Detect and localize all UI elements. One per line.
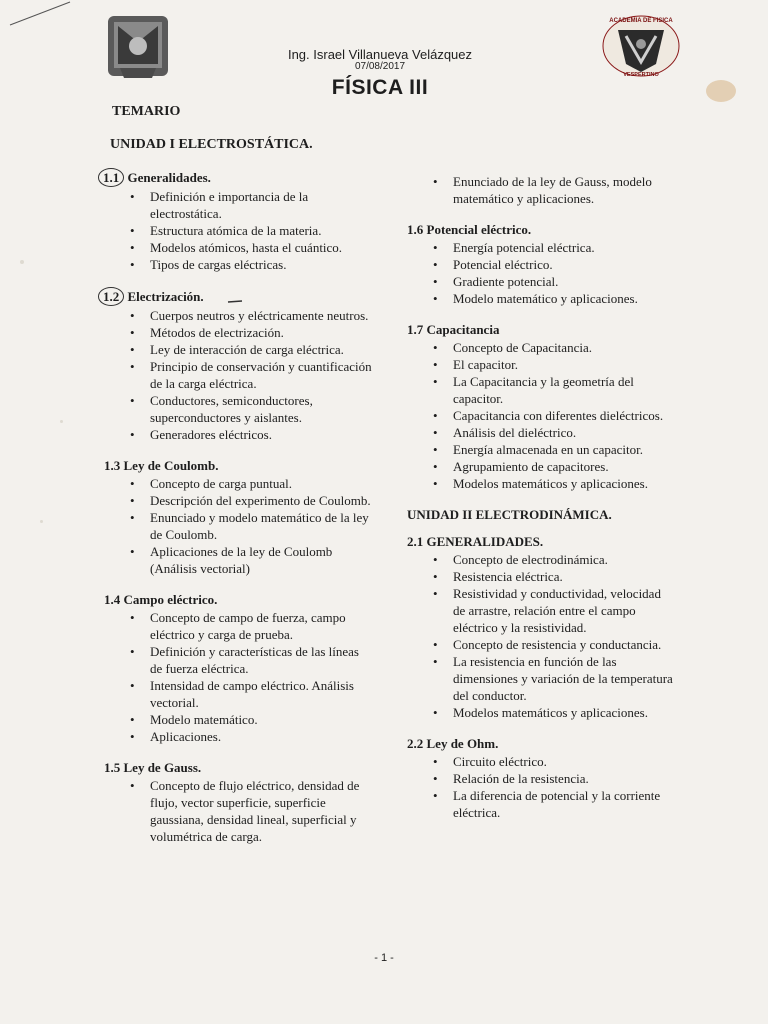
list-item: • Concepto de electrodinámica.	[407, 551, 675, 568]
list-item: • La resistencia en función de las dimensiones y variación de la temperatura del conductor.	[407, 653, 675, 704]
list-item: • Modelos matemáticos y aplicaciones.	[407, 704, 675, 721]
academy-logo-bottom-text: VESPERTINO	[623, 72, 659, 78]
list-item: • Resistividad y conductividad, velocidad de arrastre, relación entre el campo eléctrico y la resistividad.	[407, 585, 675, 636]
list-item: • La diferencia de potencial y la corriente eléctrica.	[407, 787, 675, 821]
list-item: • Resistencia eléctrica.	[407, 568, 675, 585]
document-title: FÍSICA III	[331, 76, 429, 99]
list-item: • Concepto de resistencia y conductancia.	[407, 636, 675, 653]
list-item: • Modelo matemático.	[104, 711, 374, 728]
list-item: • Estructura atómica de la materia.	[104, 222, 374, 239]
list-item: • Tipos de cargas eléctricas.	[104, 256, 374, 273]
list-item: • Enunciado de la ley de Gauss, modelo matemático y aplicaciones.	[407, 173, 675, 207]
section-title-text: Generalidades.	[127, 170, 211, 185]
list-item: • Energía potencial eléctrica.	[407, 239, 675, 256]
list-item: • Definición e importancia de la electrostática.	[104, 188, 374, 222]
section-title: 1.7 Capacitancia	[407, 322, 500, 337]
list-item: • Concepto de campo de fuerza, campo eléctrico y carga de prueba.	[104, 609, 374, 643]
temario-heading: TEMARIO	[112, 104, 181, 119]
list-item: • Aplicaciones de la ley de Coulomb (Análisis vectorial)	[104, 543, 374, 577]
list-item: • Modelo matemático y aplicaciones.	[407, 290, 675, 307]
list-item: • Análisis del dieléctrico.	[407, 424, 675, 441]
list-item: • Principio de conservación y cuantificación de la carga eléctrica.	[104, 358, 374, 392]
unit-1-title: UNIDAD I ELECTROSTÁTICA.	[110, 137, 313, 152]
list-item: • Energía almacenada en un capacitor.	[407, 441, 675, 458]
list-item: • Gradiente potencial.	[407, 273, 675, 290]
list-item: • Descripción del experimento de Coulomb.	[104, 492, 374, 509]
list-item: • El capacitor.	[407, 356, 675, 373]
list-item: • Cuerpos neutros y eléctricamente neutros.	[104, 307, 374, 324]
author-name: Ing. Israel Villanueva Velázquez	[287, 47, 473, 62]
section-number-circled: 1.2	[98, 287, 124, 306]
list-item: • Ley de interacción de carga eléctrica.	[104, 341, 374, 358]
list-item: • Modelos matemáticos y aplicaciones.	[407, 475, 675, 492]
list-item: • Aplicaciones.	[104, 728, 374, 745]
list-item: • La Capacitancia y la geometría del capacitor.	[407, 373, 675, 407]
list-item: • Definición y características de las líneas de fuerza eléctrica.	[104, 643, 374, 677]
academy-logo-top-text: ACADEMIA DE FISICA	[609, 18, 673, 24]
list-item: • Capacitancia con diferentes dieléctricos.	[407, 407, 675, 424]
unit-2-title: UNIDAD II ELECTRODINÁMICA.	[407, 507, 612, 522]
list-item: • Modelos atómicos, hasta el cuántico.	[104, 239, 374, 256]
section-title: 1.3 Ley de Coulomb.	[104, 458, 219, 473]
section-title: 1.6 Potencial eléctrico.	[407, 222, 532, 237]
list-item: • Intensidad de campo eléctrico. Análisis vectorial.	[104, 677, 374, 711]
list-item: • Potencial eléctrico.	[407, 256, 675, 273]
list-item: • Concepto de flujo eléctrico, densidad de flujo, vector superficie, superficie gaussiana, densidad lineal, superficial y volumétrica de carga.	[104, 777, 374, 845]
document-date: 07/08/2017	[354, 61, 406, 72]
section-title: 1.4 Campo eléctrico.	[104, 592, 218, 607]
list-item: • Conductores, semiconductores, superconductores y aislantes.	[104, 392, 374, 426]
page-number: - 1 -	[374, 952, 394, 964]
list-item: • Relación de la resistencia.	[407, 770, 675, 787]
list-item: • Concepto de Capacitancia.	[407, 339, 675, 356]
list-item: • Circuito eléctrico.	[407, 753, 675, 770]
section-title: 1.5 Ley de Gauss.	[104, 760, 202, 775]
list-item: • Enunciado y modelo matemático de la ley de Coulomb.	[104, 509, 374, 543]
list-item: • Generadores eléctricos.	[104, 426, 374, 443]
list-item: • Agrupamiento de capacitores.	[407, 458, 675, 475]
section-title: 2.1 GENERALIDADES.	[407, 534, 544, 549]
list-item: • Métodos de electrización.	[104, 324, 374, 341]
list-item: • Concepto de carga puntual.	[104, 475, 374, 492]
section-number-circled: 1.1	[98, 168, 124, 187]
section-title-text: Electrización.	[127, 289, 204, 304]
section-title: 2.2 Ley de Ohm.	[407, 736, 499, 751]
